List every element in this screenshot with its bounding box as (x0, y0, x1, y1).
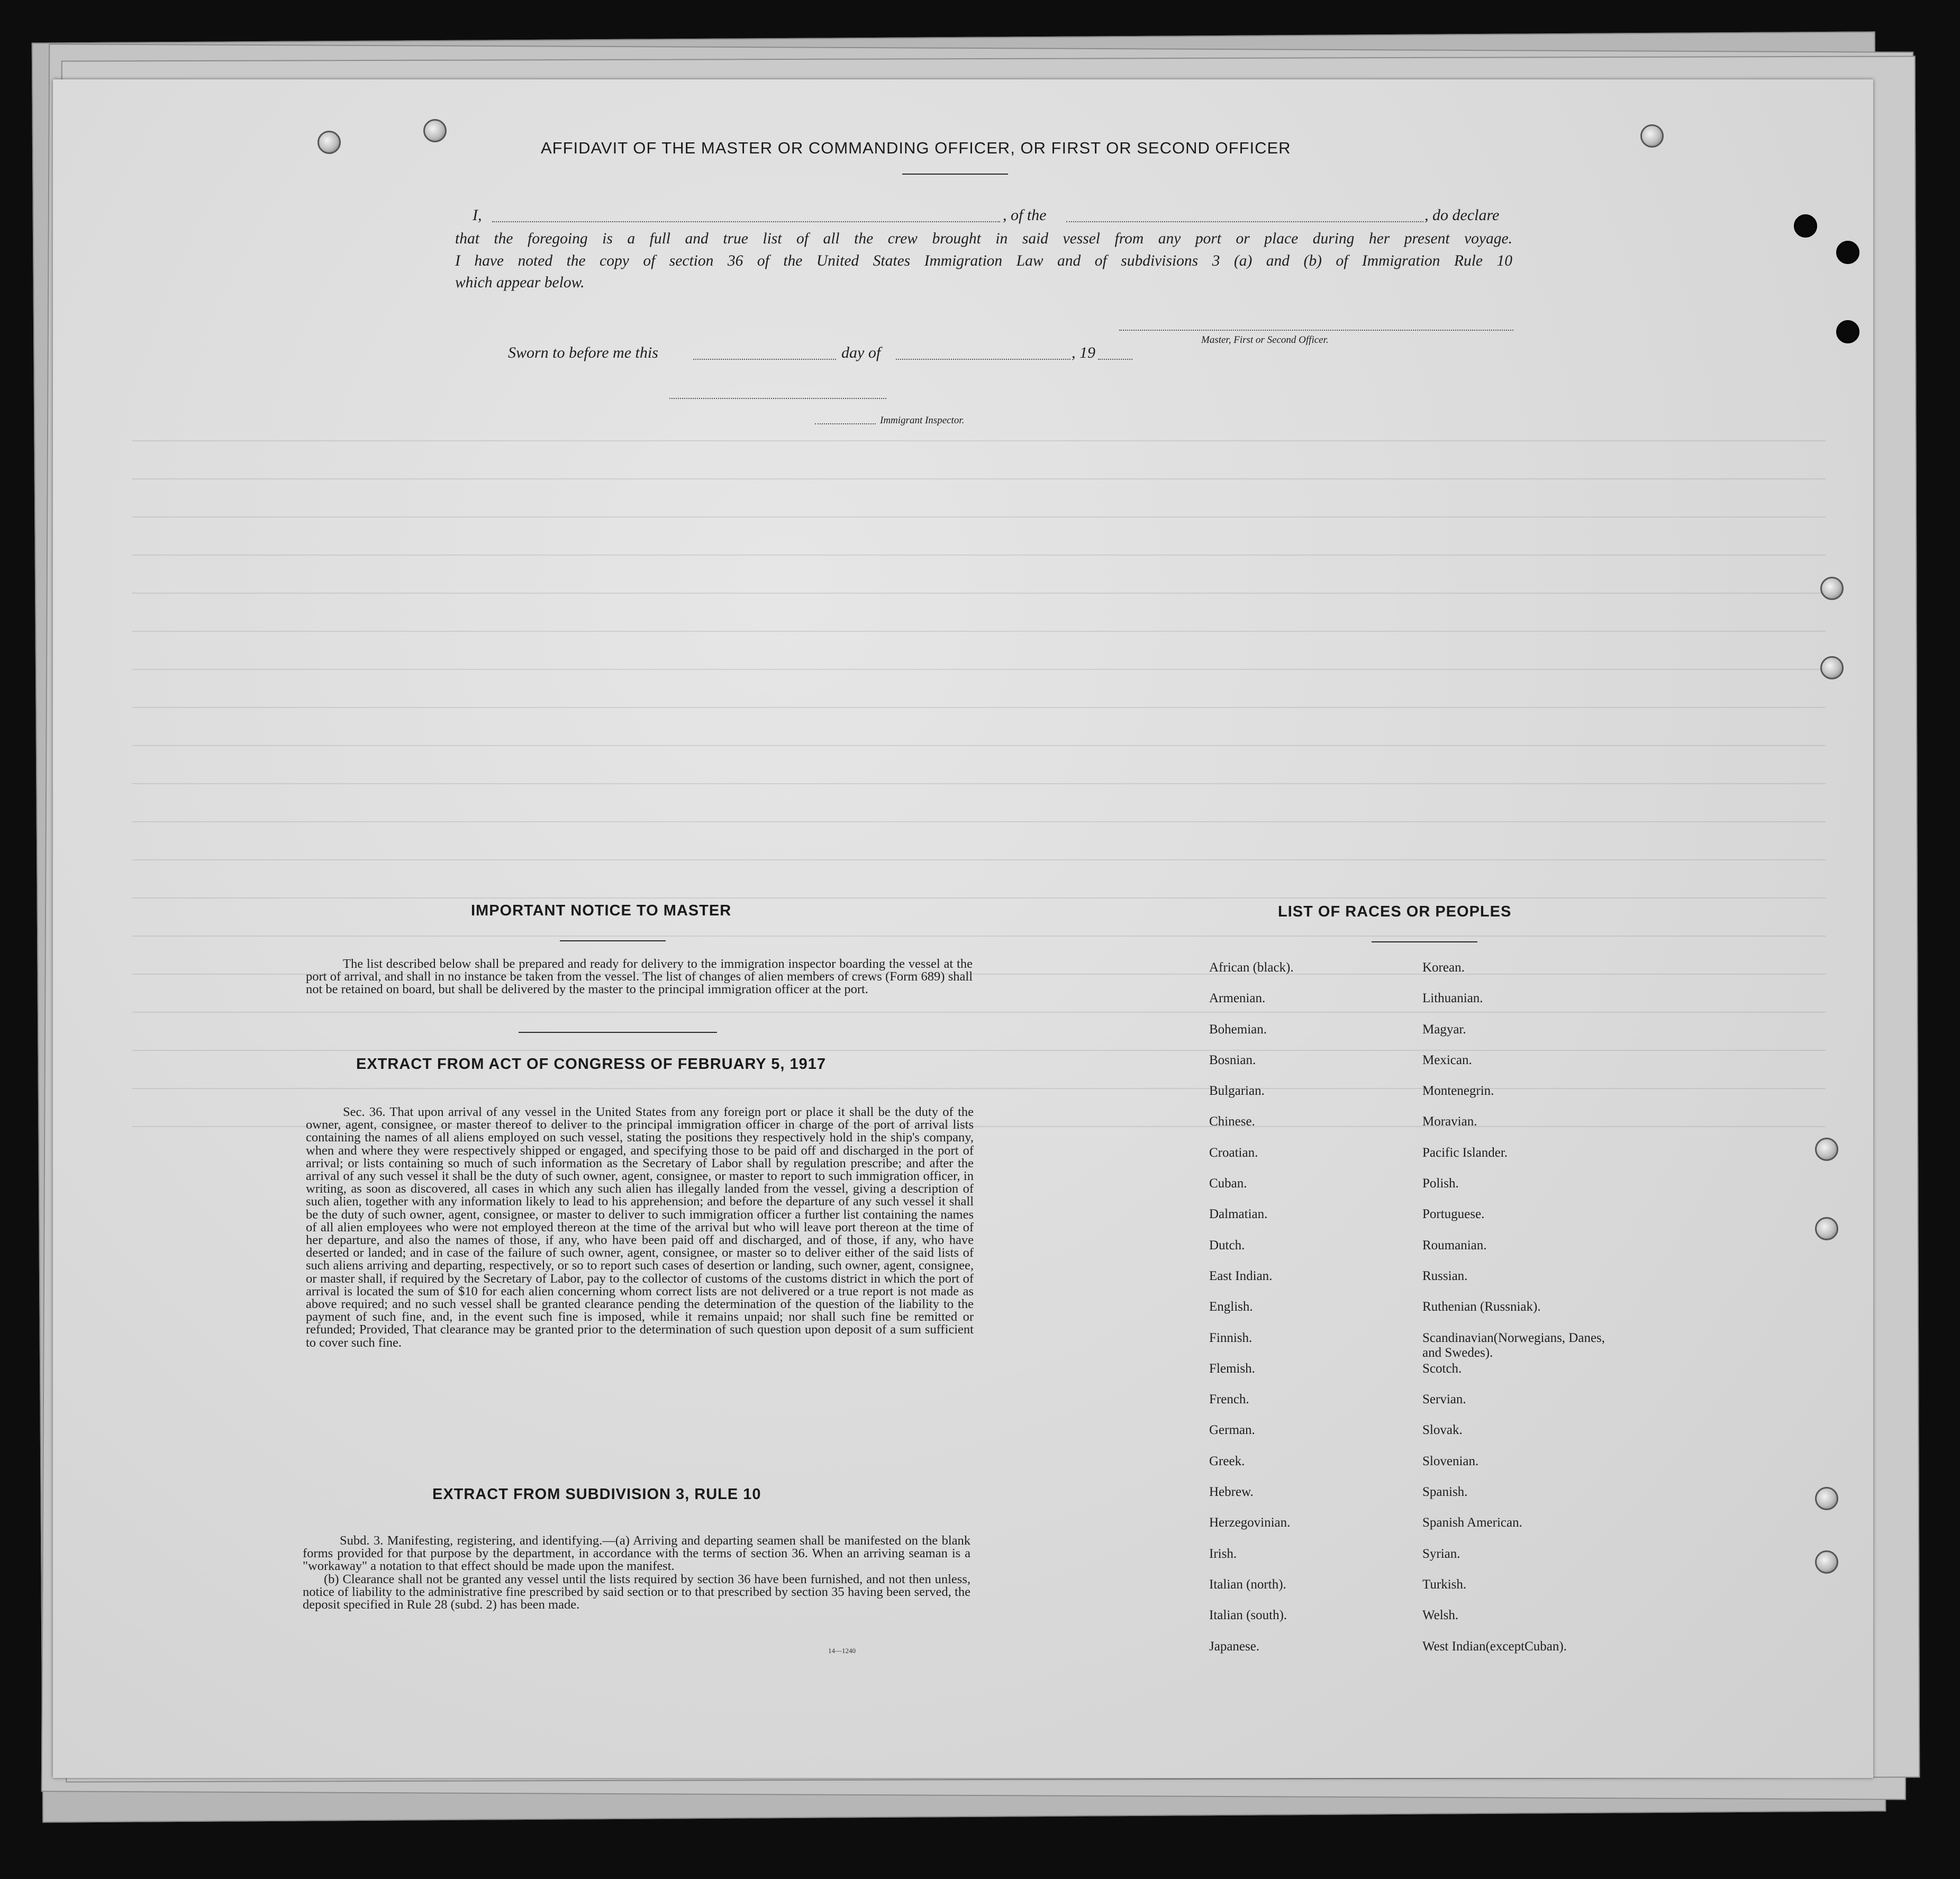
races-rule (1372, 941, 1477, 942)
of-the-label: , of the (1003, 206, 1047, 224)
declaration-line-1: that the foregoing is a full and true list of all the crew brought in said vessel from any port or place during her present voyage. (455, 230, 1512, 247)
inspector-signature-field-short[interactable] (815, 423, 876, 424)
punch-hole (1794, 214, 1817, 238)
race-item: Flemish. (1209, 1361, 1255, 1376)
race-item: Ruthenian (Russniak). (1422, 1300, 1541, 1314)
rule-paragraph-b: (b) Clearance shall not be granted any vessel until the lists required by section 36 have been furnished, and not then unless, notice of liability to the administrative fine prescribed by said section or to that prescribed by section 35 having been served, the deposit specified in Rule 28 (subd. 2) has been made. (303, 1572, 970, 1612)
race-item: Finnish. (1209, 1330, 1253, 1345)
punch-hole (423, 119, 447, 142)
sworn-label: Sworn to before me this (508, 344, 658, 361)
race-item: Servian. (1422, 1392, 1466, 1407)
race-item: African (black). (1209, 960, 1294, 975)
punch-hole (1815, 1487, 1838, 1510)
races-column-1 (1209, 960, 1294, 1670)
race-item: Bulgarian. (1209, 1084, 1265, 1099)
inspector-signature-field[interactable] (669, 398, 886, 399)
sworn-day-field[interactable] (693, 359, 836, 360)
year-label: , 19 (1072, 344, 1095, 361)
race-item: Pacific Islander. (1422, 1145, 1508, 1160)
declaration-line-3: which appear below. (455, 274, 585, 291)
race-item: Polish. (1422, 1176, 1459, 1191)
sworn-month-field[interactable] (896, 359, 1070, 360)
race-item: French. (1209, 1392, 1249, 1407)
race-item: Portuguese. (1422, 1207, 1485, 1222)
name-field[interactable] (492, 221, 1000, 222)
do-declare-label: , do declare (1424, 206, 1500, 224)
sworn-year-field[interactable] (1098, 359, 1132, 360)
i-label: I, (473, 206, 482, 224)
punch-hole (1815, 1138, 1838, 1161)
race-item: Montenegrin. (1422, 1084, 1494, 1099)
race-item: Italian (north). (1209, 1577, 1286, 1592)
race-item: German. (1209, 1423, 1255, 1438)
rule-extract-title: EXTRACT FROM SUBDIVISION 3, RULE 10 (432, 1486, 761, 1503)
act-paragraph: Sec. 36. That upon arrival of any vessel in the United States from any foreign port or place it shall be the duty of the owner, agent, consignee, or master thereof to deliver to the principal immigration officer in charge of the port of arrival lists containing the names of all aliens employed on such vessel, stating the positions they respectively hold in the ship's company, when and where they were respectively shipped or engaged, and specifying those to be paid off and discharged in the port of arrival; or lists containing so much of such information as the Secretary of Labor shall by regulation prescribe; and after the arrival of any such vessel it shall be the duty of such owner, agent, consignee, or master to report to such immigration officer, in writing, as soon as discovered, all cases in which any such alien has illegally landed from the vessel, giving a description of such alien, together with any information likely to lead to his apprehension; and before the departure of any such vessel it shall be the duty of such owner, agent, consignee, or master to deliver to such immigration officer a further list containing the names of all alien employees who were not employed thereon at the time of the arrival but who will leave port thereon at the time of her departure, and also the names of those, if any, who have been paid off and discharged, and of those, if any, who have deserted or landed; and in case of the failure of such owner, agent, consignee, or master so to deliver either of the said lists of such aliens arriving and departing, respectively, or so to report such cases of desertion or landing, such owner, agent, consignee, or master shall, if required by the Secretary of Labor, pay to the collector of customs of the customs district in which the port of arrival is located the sum of $10 for each alien concerning whom correct lists are not delivered or a true report is not made as above required; and no such vessel shall be granted clearance pending the determination of the question of the liability to the payment of such fine, and, in the event such fine is imposed, while it remains unpaid; nor shall such fine be remitted or refunded; Provided, That clearance may be granted prior to the determination of such question upon deposit of a sum sufficient to cover such fine. (306, 1105, 974, 1350)
master-signature-label: Master, First or Second Officer. (1201, 334, 1329, 346)
race-item: Slovenian. (1422, 1454, 1479, 1468)
declaration-line-2: I have noted the copy of section 36 of the United States Immigration Law and of subdivisions 3 (a) and (b) of Immigration Rule 10 (455, 252, 1512, 269)
notice-rule (560, 940, 666, 941)
race-item: Herzegovinian. (1209, 1515, 1291, 1530)
race-item: Bosnian. (1209, 1052, 1256, 1067)
rule-extract-text (303, 1535, 970, 1611)
form-number: 14—1240 (828, 1647, 856, 1655)
race-item: Dutch. (1209, 1238, 1245, 1252)
notice-text (306, 958, 973, 996)
race-item: Chinese. (1209, 1114, 1255, 1129)
race-item: West Indian(exceptCuban). (1422, 1639, 1567, 1654)
punch-hole (1820, 577, 1844, 600)
race-item: Turkish. (1422, 1577, 1467, 1592)
race-item: Mexican. (1422, 1052, 1472, 1067)
race-item: Japanese. (1209, 1639, 1260, 1654)
race-item: Scandinavian(Norwegians, Danes, and Swedes). (1422, 1330, 1605, 1360)
inspector-label: Immigrant Inspector. (880, 415, 965, 426)
race-item: Welsh. (1422, 1608, 1459, 1623)
act-extract-title: EXTRACT FROM ACT OF CONGRESS OF FEBRUARY 5, 1917 (356, 1056, 827, 1073)
race-item: Hebrew. (1209, 1485, 1254, 1500)
master-signature-field[interactable] (1119, 330, 1513, 331)
race-item: Slovak. (1422, 1423, 1463, 1438)
race-item: Bohemian. (1209, 1022, 1267, 1037)
race-item: Irish. (1209, 1546, 1237, 1561)
race-item: Magyar. (1422, 1022, 1466, 1037)
affidavit-title: AFFIDAVIT OF THE MASTER OR COMMANDING OFFICER, OR FIRST OR SECOND OFFICER (541, 139, 1291, 157)
act-extract-text (306, 1106, 974, 1349)
race-item: Italian (south). (1209, 1608, 1287, 1623)
punch-hole (1820, 656, 1844, 679)
race-item: Cuban. (1209, 1176, 1247, 1191)
race-item: English. (1209, 1300, 1253, 1314)
punch-hole (317, 131, 341, 154)
race-item: Moravian. (1422, 1114, 1477, 1129)
race-item: Russian. (1422, 1268, 1468, 1283)
notice-bottom-rule (519, 1032, 717, 1033)
race-item: Scotch. (1422, 1361, 1462, 1376)
races-title: LIST OF RACES OR PEOPLES (1278, 903, 1512, 920)
race-item: Greek. (1209, 1454, 1245, 1468)
day-of-label: day of (841, 344, 881, 361)
manifest-page (53, 79, 1873, 1778)
notice-title: IMPORTANT NOTICE TO MASTER (471, 902, 732, 919)
title-rule (902, 174, 1008, 175)
punch-hole (1836, 241, 1859, 264)
race-item: Lithuanian. (1422, 991, 1483, 1006)
race-item: Roumanian. (1422, 1238, 1487, 1252)
vessel-field[interactable] (1066, 221, 1423, 222)
race-item: Syrian. (1422, 1546, 1460, 1561)
race-item: Spanish. (1422, 1485, 1468, 1500)
race-item: Spanish American. (1422, 1515, 1522, 1530)
race-item: Dalmatian. (1209, 1207, 1268, 1222)
race-item: East Indian. (1209, 1268, 1273, 1283)
race-item: Armenian. (1209, 991, 1266, 1006)
rule-paragraph-a: Subd. 3. Manifesting, registering, and identifying.—(a) Arriving and departing seamen shall be manifested on the blank forms provided for that purpose by the department, in accordance with the terms of section 36. When an arriving seaman is a "workaway" a notation to that effect should be made upon the manifest. (303, 1533, 970, 1574)
punch-hole (1836, 320, 1859, 343)
punch-hole (1815, 1550, 1838, 1574)
notice-paragraph: The list described below shall be prepared and ready for delivery to the immigration inspector boarding the vessel at the port of arrival, and shall in no instance be taken from the vessel. The list of changes of alien members of crews (Form 689) shall not be retained on board, but shall be delivered by the master to the principal immigration officer at the port. (306, 957, 973, 997)
punch-hole (1815, 1217, 1838, 1240)
race-item: Korean. (1422, 960, 1465, 975)
punch-hole (1640, 124, 1664, 148)
race-item: Croatian. (1209, 1145, 1258, 1160)
races-column-2 (1422, 960, 1613, 1670)
